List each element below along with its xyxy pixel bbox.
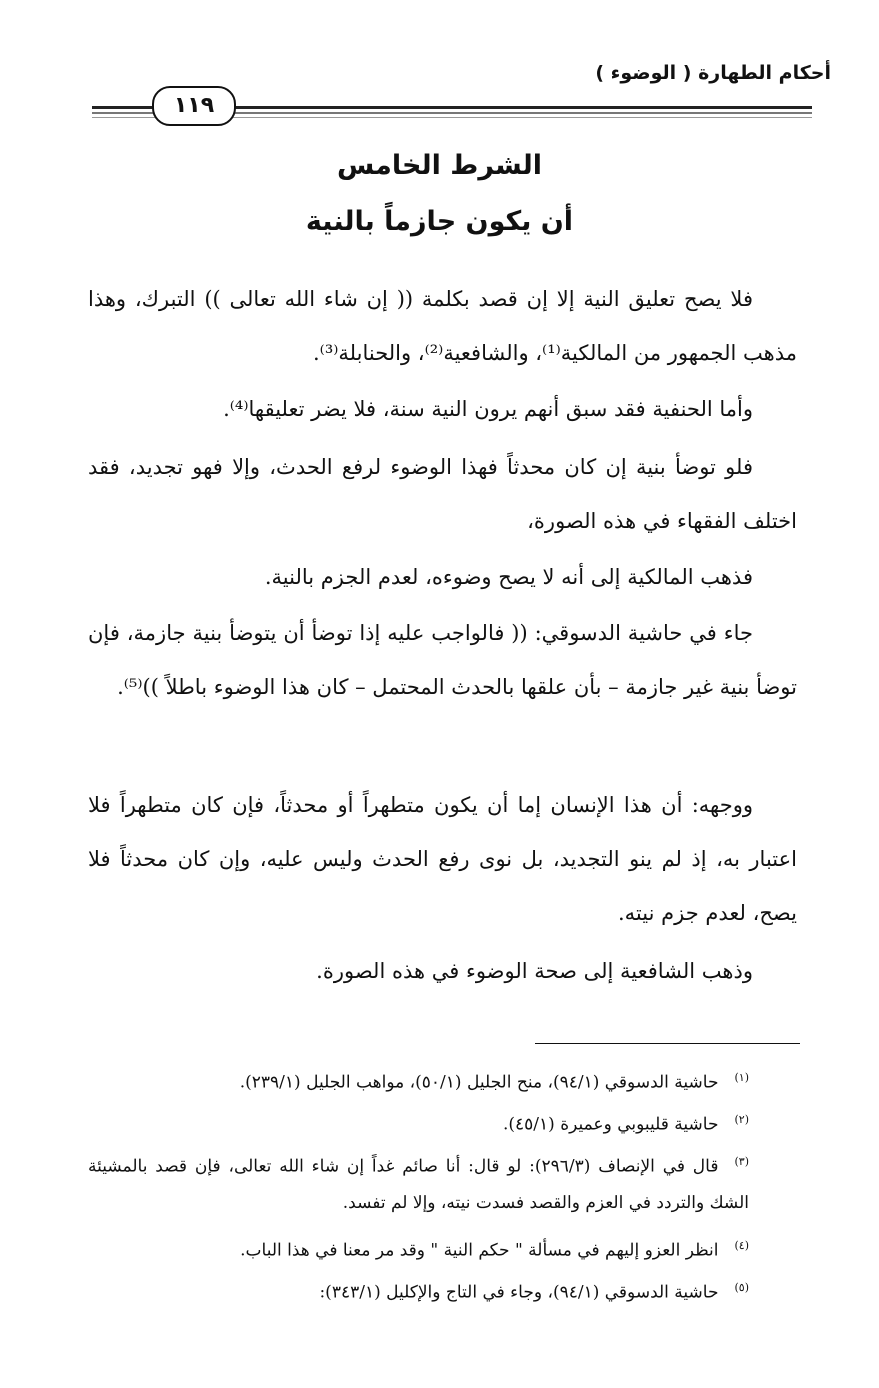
footnote-separator [535, 1043, 800, 1044]
section-heading: الشرط الخامس [337, 150, 542, 181]
paragraph-1: فلا يصح تعليق النية إلا إن قصد بكلمة (( إن شاء الله تعالى )) التبرك، وهذا مذهب الجمهور من المالكية⁽¹⁾، والشافعية⁽²⁾، والحنابلة⁽³⁾. [88, 287, 797, 365]
footnote-text: حاشية الدسوقي (٩٤/١)، منح الجليل (٥٠/١)، مواهب الجليل (٢٣٩/١). [239, 1072, 719, 1093]
footnote-text: حاشية الدسوقي (٩٤/١)، وجاء في التاج والإكليل (٣٤٣/١): [319, 1282, 719, 1303]
footnote-text: حاشية قليبوبي وعميرة (٤٥/١). [502, 1114, 719, 1135]
paragraph-3: فلو توضأ بنية إن كان محدثاً فهذا الوضوء لرفع الحدث، وإلا فهو تجديد، فقد اختلف الفقهاء في هذه الصورة، [88, 455, 797, 533]
paragraph-2: وأما الحنفية فقد سبق أنهم يرون النية سنة، فلا يضر تعليقها⁽⁴⁾. [223, 397, 753, 421]
footnote-5 [88, 1270, 749, 1311]
footnote-mark: (٥) [734, 1281, 749, 1294]
footnote-1 [88, 1060, 749, 1101]
footnote-text: انظر العزو إليهم في مسألة " حكم النية " وقد مر معنا في هذا الباب. [240, 1240, 719, 1261]
paragraph-4: فذهب المالكية إلى أنه لا يصح وضوءه، لعدم الجزم بالنية. [264, 565, 753, 589]
paragraph-6: ووجهه: أن هذا الإنسان إما أن يكون متطهراً أو محدثاً، فإن كان متطهراً فلا اعتبار به، إذ لم ينو التجديد، بل نوى رفع الحدث وليس عليه، وإن كان محدثاً فلا يصح، لعدم جزم نيته. [88, 793, 797, 925]
paragraph-7: وذهب الشافعية إلى صحة الوضوء في هذه الصورة. [316, 959, 753, 983]
paragraph-5: جاء في حاشية الدسوقي: (( فالواجب عليه إذا توضأ أن يتوضأ بنية جازمة، فإن توضأ بنية غير جازمة – بأن علقها بالحدث المحتمل – كان هذا الوضوء باطلاً ))⁽⁵⁾. [88, 621, 797, 699]
footnote-mark: (٢) [734, 1113, 749, 1126]
footnote-mark: (١) [734, 1071, 749, 1084]
footnote-mark: (٤) [734, 1239, 749, 1252]
footnote-mark: (٣) [734, 1155, 749, 1168]
footnote-2 [88, 1102, 749, 1143]
footnote-text: قال في الإنصاف (٢٩٦/٣): لو قال: أنا صائم غداً إن شاء الله تعالى، فإن قصد بالمشيئة الشك والتردد في العزم والقصد فسدت نيته، وإلا لم تفسد. [88, 1156, 749, 1213]
section-title: أن يكون جازماً بالنية [305, 206, 574, 237]
running-title: أحكام الطهارة ( الوضوء ) [595, 62, 831, 84]
footnote-4 [88, 1228, 749, 1269]
footnote-3 [88, 1144, 749, 1221]
page-number: ١١٩ [152, 86, 236, 126]
